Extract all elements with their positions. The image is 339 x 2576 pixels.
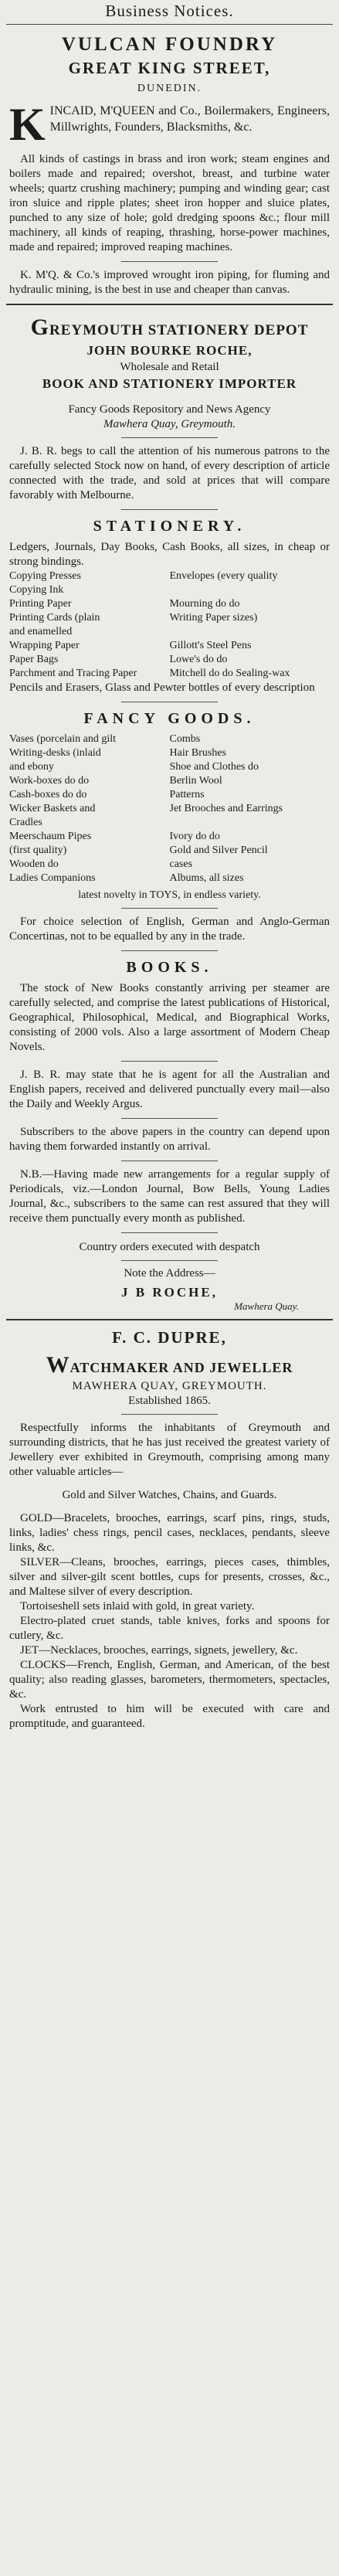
list-item: [170, 625, 326, 639]
books-title: BOOKS.: [126, 959, 213, 976]
dupre-jet: JET—Necklaces, brooches, earrings, signets, jewellery, &c.: [20, 1644, 298, 1657]
fancy-goods-list: [9, 732, 330, 885]
list-item: Mourning do do: [169, 598, 240, 610]
divider: [121, 437, 218, 438]
divider: [121, 509, 218, 510]
dupre-tortoise: Tortoiseshell sets inlaid with gold, in great variety.: [20, 1600, 255, 1613]
list-item: Jet Brooches and Earrings: [169, 803, 283, 814]
stationery-desc2: Mawhera Quay, Greymouth.: [103, 418, 236, 430]
divider: [121, 1232, 218, 1233]
list-item: Gillott's Steel Pens: [169, 640, 252, 651]
stationery-cat1-right: [170, 569, 331, 681]
divider: [121, 1260, 218, 1261]
list-item: Berlin Wool: [169, 775, 222, 787]
list-item: Cradles: [9, 817, 42, 828]
vulcan-city: DUNEDIN.: [137, 83, 202, 94]
fancy-goods-title: FANCY GOODS.: [83, 710, 256, 727]
dupre-footer: Work entrusted to him will be executed with care and promptitude, and guaranteed.: [9, 1703, 330, 1730]
stationery-desc1: Fancy Goods Repository and News Agency: [68, 403, 271, 416]
list-item: Envelopes (every quality: [169, 570, 278, 582]
stationery-signature: J B ROCHE,: [121, 1285, 218, 1300]
list-item: and enamelled: [9, 626, 73, 637]
stationery-name: REYMOUTH STATIONERY DEPOT: [49, 322, 309, 338]
dupre-clocks: CLOCKS—French, English, German, and American, of the best quality; also reading glasses, barometers, thermometers, spectacles, &c.: [9, 1659, 330, 1701]
dupre-address: MAWHERA QUAY, GREYMOUTH.: [72, 1380, 267, 1392]
vulcan-name: VULCAN FOUNDRY: [61, 34, 278, 55]
list-item: Combs: [169, 733, 201, 745]
stationery-ad: [6, 304, 333, 1319]
list-item: Writing-desks (inlaid: [9, 747, 101, 759]
vulcan-body-2: K. M'Q. & Co.'s improved wrought iron piping, for fluming and hydraulic mining, is the best in use and cheaper than canvas.: [9, 269, 330, 296]
concertinas-text: For choice selection of English, German and Anglo-German Concertinas, not to be equalled by any in the trade.: [9, 916, 330, 943]
list-item: Meerschaum Pipes: [9, 831, 92, 842]
vulcan-drop-cap: K: [9, 99, 46, 150]
country-orders: Country orders executed with despatch: [79, 1241, 260, 1253]
list-item: Paper Bags: [9, 654, 59, 665]
dupre-ad: [6, 1319, 333, 1738]
list-item: Work-boxes do do: [9, 775, 90, 787]
list-item: Copying Ink: [9, 584, 64, 596]
address-label: Note the Address—: [124, 1267, 215, 1280]
list-item: Mitchell do do Sealing-wax: [169, 668, 290, 679]
vulcan-firm-desc: Boilermakers, Engineers, Millwrights, Founders, Blacksmiths, &c.: [49, 104, 331, 134]
list-item: Wooden do: [9, 858, 59, 870]
nb-text: N.B.—Having made new arrangements for a regular supply of Periodicals, viz.—London Journal, Bow Bells, Young Ladies Journal, &c., subscribers to the same can rest assured that they will receive them punctually every month as published.: [9, 1168, 330, 1225]
list-item: Albums, all sizes: [169, 872, 244, 884]
list-item: (first quality): [9, 845, 67, 856]
list-item: Writing Paper sizes): [169, 612, 258, 624]
list-item: and ebony: [9, 761, 54, 773]
list-item: Ivory do do: [169, 831, 220, 842]
books-text: The stock of New Books constantly arriving per steamer are carefully selected, and comprise the latest publications of Historical, Geographical, Philosophical, Medical, and Biographical Works, consisting of 2000 vols. Also a large assortment of Modern Cheap Novels.: [9, 982, 330, 1053]
stationery-intro: J. B. R. begs to call the attention of his numerous patrons to the carefully selected Stock now on hand, of every description of article connected with the trade, and sold at prices that will compare favorably with Melbourne.: [9, 445, 330, 501]
list-item: [170, 583, 326, 597]
stationery-title: [9, 314, 330, 341]
fancy-goods-left: [9, 732, 170, 885]
list-item: cases: [169, 858, 193, 870]
divider: [121, 908, 218, 909]
list-item: Printing Paper: [9, 598, 72, 610]
stationery-owner: JOHN BOURKE ROCHE,: [86, 343, 253, 358]
dupre-silver: SILVER—Cleans, brooches, earrings, pieces cases, thimbles, silver and silver-gilt scent bottles, cups for presents, crosses, &c., and Maltese silver of every description.: [9, 1556, 330, 1598]
stationery-cat1-left: [9, 569, 170, 681]
list-item: Cash-boxes do do: [9, 789, 87, 800]
subscribers-text: Subscribers to the above papers in the country can depend upon having them forwarded instantly on arrival.: [9, 1126, 330, 1153]
dupre-title: [9, 1352, 330, 1378]
fancy-goods-right: [170, 732, 331, 885]
stationery-business: BOOK AND STATIONERY IMPORTER: [42, 376, 297, 391]
list-item: Parchment and Tracing Paper: [9, 668, 137, 679]
list-item: Shoe and Clothes do: [169, 761, 259, 773]
fancy-goods-tail: latest novelty in TOYS, in endless variety.: [78, 889, 261, 901]
vulcan-body: All kinds of castings in brass and iron work; steam engines and boilers made and repaired; overshot, breast, and turbine water wheels; quartz crushing machinery; pumping and winding gear; cast iron sluice and ripple plates; sheet iron hopper and sluice plates, punched to any size of hole; gold dredging spoons &c.; flour mill machinery, all kinds of reaping, thrashing, horse-power machines, made and repaired; improved reaping machines.: [9, 153, 330, 253]
stationery-cat1-tail: Pencils and Erasers, Glass and Pewter bottles of every description: [9, 681, 315, 694]
dupre-name: F. C. DUPRE,: [112, 1328, 227, 1347]
list-item: Wicker Baskets and: [9, 803, 96, 814]
vulcan-foundry-ad: [6, 25, 333, 304]
dupre-gold: GOLD—Bracelets, brooches, earrings, scarf pins, rings, studs, links, ladies' chess rings, pencil cases, necklaces, pendants, sleeve links, &c.: [9, 1512, 330, 1554]
dupre-electro: Electro-plated cruet stands, table knives, forks and spoons for cutlery, &c.: [9, 1615, 330, 1642]
stationery-signature-place: Mawhera Quay.: [234, 1300, 299, 1312]
list-item: Printing Cards (plain: [9, 612, 100, 624]
divider: [121, 1118, 218, 1119]
list-item: Gold and Silver Pencil: [169, 845, 268, 856]
stationery-cat1-list: [9, 569, 330, 681]
vulcan-firm: [9, 99, 331, 150]
list-item: Wrapping Paper: [9, 640, 80, 651]
list-item: Patterns: [169, 789, 205, 800]
dupre-watches: Gold and Silver Watches, Chains, and Guards.: [62, 1489, 277, 1501]
dupre-drop-cap: W: [46, 1352, 70, 1378]
stationery-cat1-lead: Ledgers, Journals, Day Books, Cash Books, all sizes, in cheap or strong bindings.: [9, 541, 330, 568]
list-item: [170, 816, 326, 830]
list-item: Copying Presses: [9, 570, 81, 582]
section-header: Business Notices.: [6, 0, 333, 25]
divider: [121, 950, 218, 951]
list-item: Vases (porcelain and gilt: [9, 733, 117, 745]
list-item: Hair Brushes: [169, 747, 226, 759]
vulcan-firm-name: INCAID, M'QUEEN and Co.,: [49, 104, 201, 117]
divider: [121, 1414, 218, 1415]
vulcan-street: GREAT KING STREET,: [68, 59, 271, 77]
divider: [121, 261, 218, 262]
stationery-owner-role: Wholesale and Retail: [120, 361, 219, 373]
dupre-established: Established 1865.: [128, 1395, 211, 1407]
list-item: Ladies Companions: [9, 872, 96, 884]
stationery-drop-cap: G: [30, 314, 49, 340]
list-item: Lowe's do do: [169, 654, 228, 665]
agent-text: J. B. R. may state that he is agent for all the Australian and English papers, received and delivered punctually every mail—also the Daily and Weekly Argus.: [9, 1069, 330, 1110]
dupre-title-text: ATCHMAKER AND JEWELLER: [69, 1360, 293, 1375]
stationery-category-title: STATIONERY.: [93, 518, 246, 535]
divider: [121, 1061, 218, 1062]
dupre-intro: Respectfully informs the inhabitants of Greymouth and surrounding districts, that he has just received the greatest variety of Jewellery ever exhibited in Greymouth, comprising among many other valuable articles—: [9, 1422, 330, 1478]
